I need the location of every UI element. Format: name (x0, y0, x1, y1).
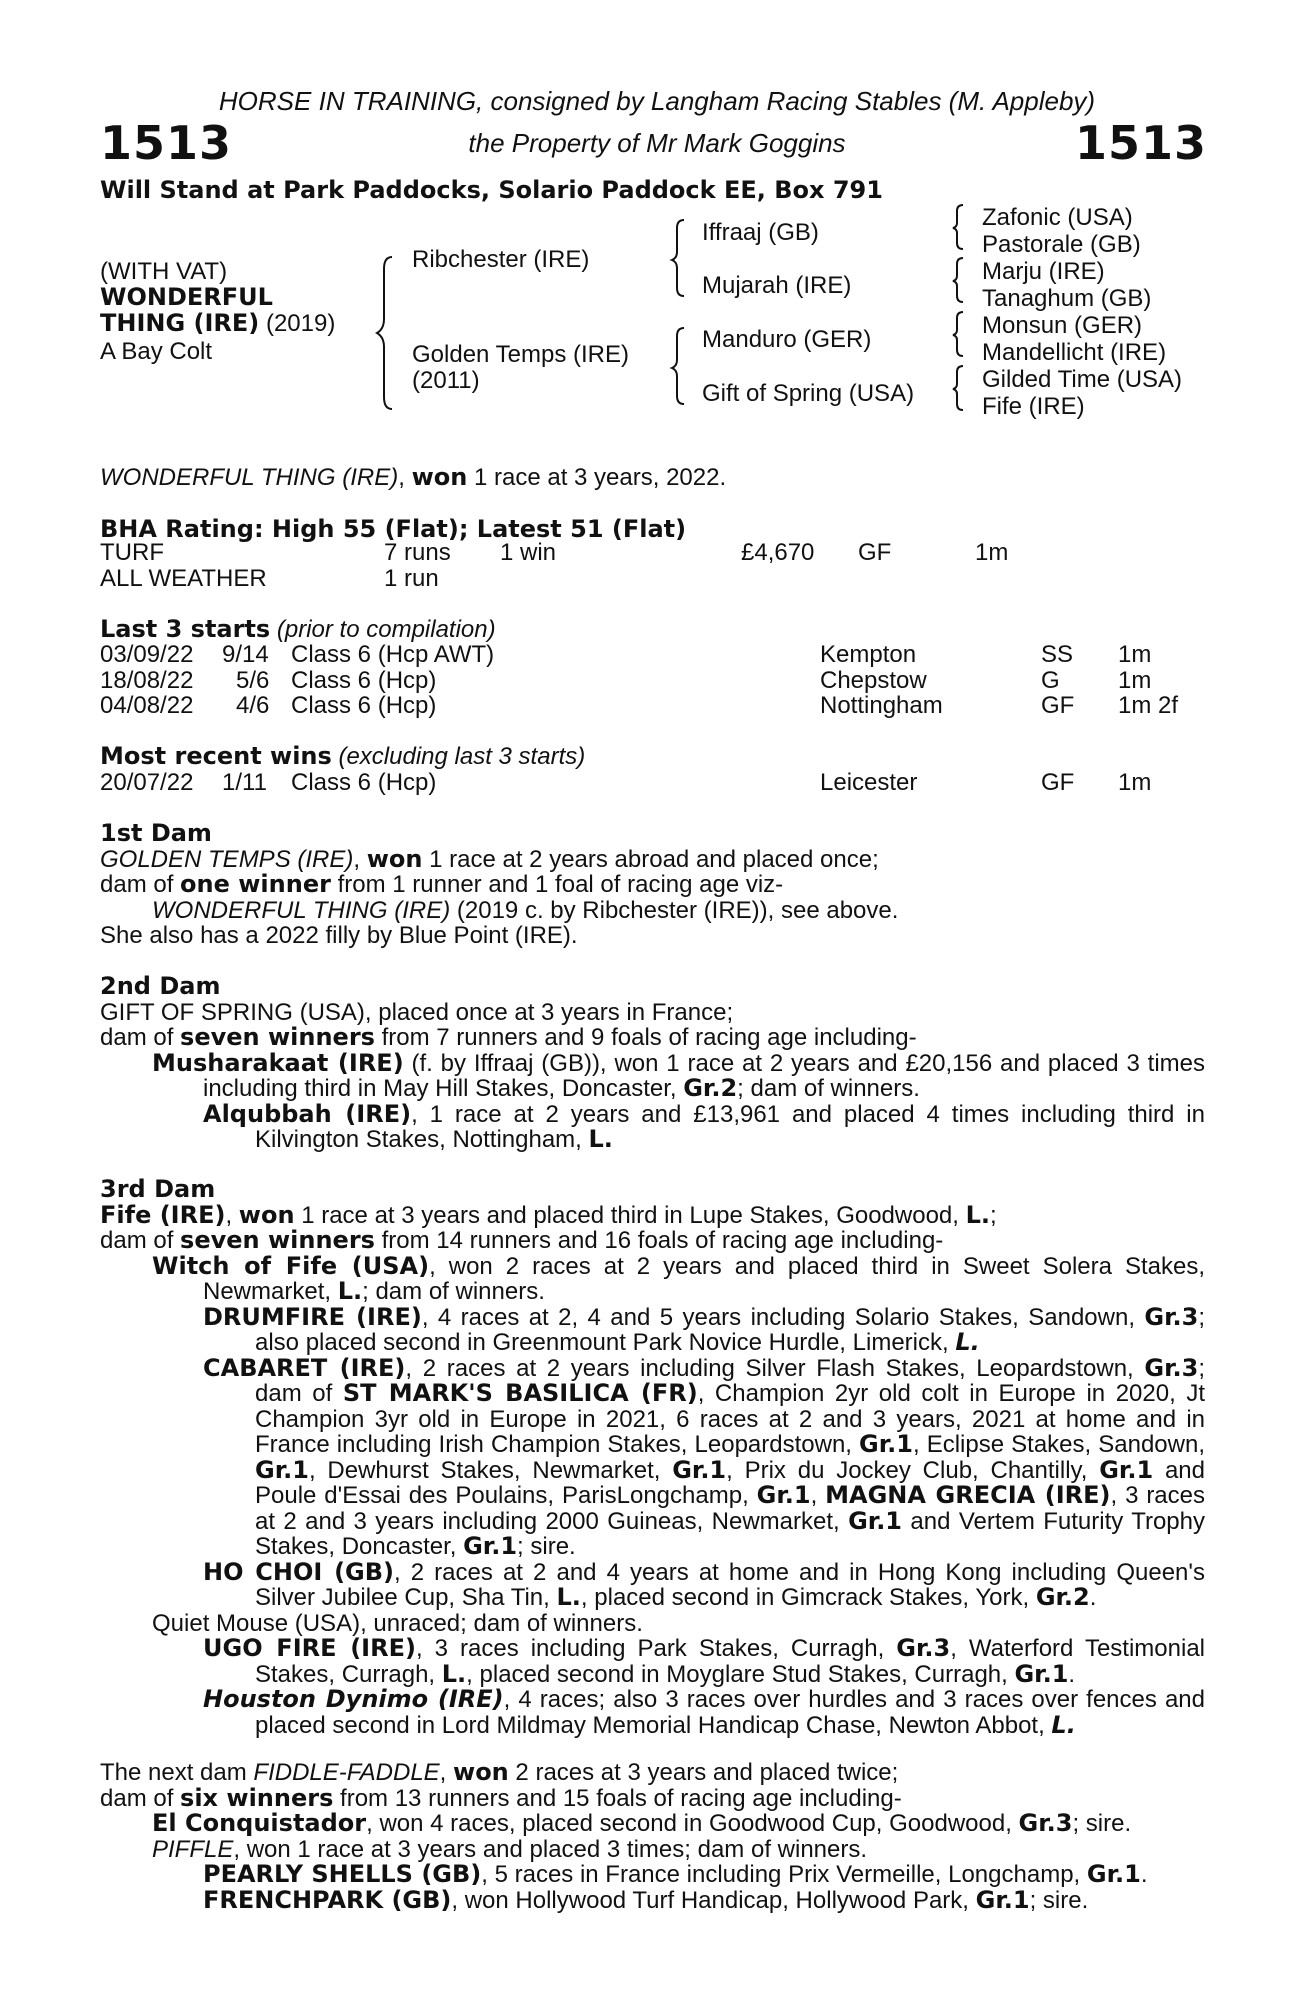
pedigree-sds: Marju (IRE) (982, 258, 1105, 285)
turf-distance: 1m (975, 539, 1009, 566)
pedigree-bracket-sire (668, 218, 688, 298)
pedigree-ddd: Fife (IRE) (982, 393, 1085, 420)
section-heading: 1st Dam (100, 819, 212, 847)
second-dam-section (100, 974, 1205, 1153)
next-dam-record: The next dam FIDDLE-FADDLE, won 2 races at 3 years and placed twice; (100, 1758, 899, 1786)
first-dam-foal: WONDERFUL THING (IRE) (2019 c. by Ribchester (IRE)), see above. (152, 896, 899, 924)
produce-entry: UGO FIRE (IRE), 3 races including Park Stakes, Curragh, Gr.3, Waterford Testimonial Stakes, Curragh, L., placed second in Moyglare Stud Stakes, Curragh, Gr.1. (203, 1634, 1206, 1688)
recent-wins-title: Most recent wins (excluding last 3 starts) (100, 742, 586, 770)
pedigree-ssd: Pastorale (GB) (982, 231, 1141, 258)
start-distance: 1m 2f (1118, 692, 1179, 719)
start-going: GF (1041, 692, 1075, 719)
win-distance: 1m (1118, 769, 1152, 796)
start-race: Class 6 (Hcp) (291, 692, 437, 719)
horse-name-line2: THING (IRE) (2019) (100, 309, 336, 337)
start-course: Chepstow (820, 667, 927, 694)
vat-note: (WITH VAT) (100, 258, 228, 285)
start-distance: 1m (1118, 667, 1152, 694)
start-race: Class 6 (Hcp AWT) (291, 641, 495, 668)
stand-location: Will Stand at Park Paddocks, Solario Paddock EE, Box 791 (100, 176, 883, 204)
pedigree-sss: Zafonic (USA) (982, 204, 1133, 231)
pedigree-bracket-ss (950, 203, 966, 251)
section-heading: 3rd Dam (100, 1175, 216, 1203)
start-position: 4/6 (236, 692, 270, 719)
start-date: 03/09/22 (100, 641, 194, 668)
pedigree-sire: Ribchester (IRE) (412, 246, 590, 273)
turf-going: GF (858, 539, 892, 566)
start-course: Nottingham (820, 692, 943, 719)
win-position: 1/11 (222, 769, 267, 796)
third-dam-produce: dam of seven winners from 14 runners and 16 foals of racing age including- (100, 1226, 944, 1254)
start-going: SS (1041, 641, 1074, 668)
start-position: 9/14 (222, 641, 269, 668)
aw-label: ALL WEATHER (100, 565, 267, 592)
produce-entry: Musharakaat (IRE) (f. by Iffraaj (GB)), won 1 race at 2 years and £20,156 and placed 3 times including third in May Hill Stakes, Doncaster, Gr.2; dam of winners. (152, 1048, 1205, 1102)
turf-prize: £4,670 (741, 539, 815, 566)
start-course: Kempton (820, 641, 917, 668)
start-date: 18/08/22 (100, 667, 194, 694)
first-dam-record: GOLDEN TEMPS (IRE), won 1 race at 2 years abroad and placed once; (100, 844, 879, 873)
race-summary: WONDERFUL THING (IRE), won 1 race at 3 years, 2022. (100, 463, 727, 491)
third-dam-record: Fife (IRE), won 1 race at 3 years and placed third in Lupe Stakes, Goodwood, L.; (100, 1200, 997, 1229)
turf-label: TURF (100, 539, 164, 566)
horse-description: A Bay Colt (100, 338, 213, 365)
pedigree-bracket-dam (668, 326, 688, 406)
next-dam-produce: dam of six winners from 13 runners and 15 foals of racing age including- (100, 1783, 902, 1812)
first-dam-produce: dam of one winner from 1 runner and 1 foal of racing age viz- (100, 870, 784, 898)
pedigree-dss: Monsun (GER) (982, 312, 1143, 339)
horse-name-line1: WONDERFUL (100, 283, 273, 311)
turf-runs: 7 runs (384, 539, 451, 566)
pedigree-dsd: Mandellicht (IRE) (982, 339, 1167, 366)
first-dam-note: She also has a 2022 filly by Blue Point (IRE). (100, 922, 578, 949)
produce-entry: FRENCHPARK (GB), won Hollywood Turf Handicap, Hollywood Park, Gr.1; sire. (203, 1885, 1089, 1914)
property-line: the Property of Mr Mark Goggins (468, 128, 846, 158)
start-distance: 1m (1118, 641, 1152, 668)
win-race: Class 6 (Hcp) (291, 769, 437, 796)
rating-title: BHA Rating: High 55 (Flat); Latest 51 (Flat) (100, 515, 687, 543)
pedigree-dam-sire: Manduro (GER) (702, 326, 872, 353)
pedigree-bracket-sd (950, 256, 966, 304)
turf-wins: 1 win (500, 539, 557, 566)
win-date: 20/07/22 (100, 769, 194, 796)
produce-entry: Quiet Mouse (USA), unraced; dam of winners. (152, 1609, 643, 1637)
pedigree-dds: Gilded Time (USA) (982, 366, 1183, 393)
next-dam-section (100, 1760, 1205, 1913)
lot-number-right: 1513 (1074, 116, 1207, 170)
pedigree-bracket-dd (950, 364, 966, 412)
produce-entry: CABARET (IRE), 2 races at 2 years including Silver Flash Stakes, Leopardstown, Gr.3; dam of ST MARK'S BASILICA (FR), Champion 2yr old colt in Europe in 2020, Jt Champion 3yr old in Europe in 2021, 6 races at 2 and 3 years, 2021 at home and in France including Irish Champion Stakes, Leopardstown, Gr.1, Eclipse Stakes, Sandown, Gr.1, Dewhurst Stakes, Newmarket, Gr.1, Prix du Jockey Club, Chantilly, Gr.1 and Poule d'Essai des Poulains, ParisLongchamp, Gr.1, MAGNA GRECIA (IRE), 3 races at 2 and 3 years including 2000 Guineas, Newmarket, Gr.1 and Vertem Futurity Trophy Stakes, Doncaster, Gr.1; sire. (203, 1353, 1206, 1560)
produce-entry: El Conquistador, won 4 races, placed second in Goodwood Cup, Goodwood, Gr.3; sire. (152, 1809, 1132, 1837)
win-course: Leicester (820, 769, 918, 796)
pedigree-bracket-main (372, 255, 396, 411)
lot-number-left: 1513 (100, 116, 233, 170)
produce-entry: PEARLY SHELLS (GB), 5 races in France including Prix Vermeille, Longchamp, Gr.1. (203, 1860, 1148, 1888)
start-position: 5/6 (236, 667, 270, 694)
last3-title: Last 3 starts (prior to compilation) (100, 615, 496, 643)
start-going: G (1041, 667, 1060, 694)
third-dam-section (100, 1177, 1205, 1738)
produce-entry: Witch of Fife (USA), won 2 races at 2 years and placed third in Sweet Solera Stakes, Newmarket, L.; dam of winners. (152, 1251, 1205, 1305)
aw-runs: 1 run (384, 565, 439, 592)
win-going: GF (1041, 769, 1075, 796)
produce-entry: HO CHOI (GB), 2 races at 2 and 4 years at home and in Hong Kong including Queen's Silver Jubilee Cup, Sha Tin, L., placed second in Gimcrack Stakes, York, Gr.2. (203, 1557, 1205, 1611)
pedigree-dam-year: (2011) (412, 367, 480, 394)
produce-entry: Houston Dynimo (IRE), 4 races; also 3 races over hurdles and 3 races over fences and placed second in Lord Mildmay Memorial Handicap Chase, Newton Abbot, L. (203, 1685, 1205, 1739)
start-date: 04/08/22 (100, 692, 194, 719)
produce-entry: DRUMFIRE (IRE), 4 races at 2, 4 and 5 years including Solario Stakes, Sandown, Gr.3; also placed second in Greenmount Park Novice Hurdle, Limerick, L. (203, 1302, 1205, 1356)
produce-entry: PIFFLE, won 1 race at 3 years and placed 3 times; dam of winners. (152, 1835, 868, 1863)
pedigree-dam-dam: Gift of Spring (USA) (702, 380, 915, 407)
pedigree-bracket-ds (950, 310, 966, 358)
second-dam-record: GIFT OF SPRING (USA), placed once at 3 years in France; (100, 998, 734, 1026)
first-dam-section (100, 821, 1205, 949)
second-dam-produce: dam of seven winners from 7 runners and 9 foals of racing age including- (100, 1023, 917, 1051)
pedigree-sire-dam: Mujarah (IRE) (702, 272, 852, 299)
produce-entry: Alqubbah (IRE), 1 race at 2 years and £13,961 and placed 4 times including third in Kilvington Stakes, Nottingham, L. (203, 1099, 1205, 1153)
section-heading: 2nd Dam (100, 972, 221, 1000)
consignment-line: HORSE IN TRAINING, consigned by Langham Racing Stables (M. Appleby) (218, 86, 1096, 116)
pedigree-sdd: Tanaghum (GB) (982, 285, 1152, 312)
pedigree-sire-sire: Iffraaj (GB) (702, 219, 819, 246)
pedigree-dam: Golden Temps (IRE) (412, 341, 629, 368)
start-race: Class 6 (Hcp) (291, 667, 437, 694)
